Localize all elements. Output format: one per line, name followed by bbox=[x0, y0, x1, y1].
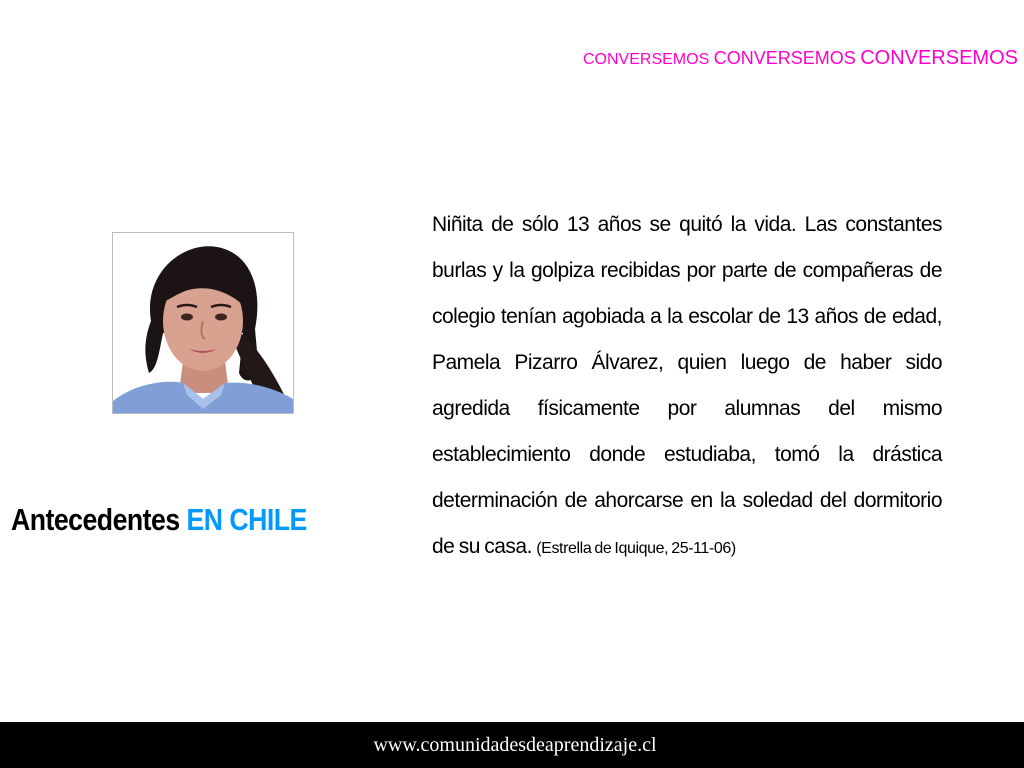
header-word-2: CONVERSEMOS bbox=[713, 48, 856, 68]
header-word-1: CONVERSEMOS bbox=[583, 51, 710, 68]
article-body: Niñita de sólo 13 años se quitó la vida. Las constantes burlas y la golpiza recibidas por parte de compañeras de colegio tenían agobiada a la escolar de 13 años de edad, Pamela Pizarro Álvarez, quien luego de haber sido agredida físicamente por alumnas del mismo establecimiento donde estudiaba, tomó la drástica determinación de ahorcarse en la soledad del dormitorio de su casa. bbox=[432, 213, 942, 558]
header-word-3: CONVERSEMOS bbox=[860, 47, 1018, 69]
portrait-photo bbox=[112, 232, 294, 414]
article-paragraph bbox=[432, 202, 942, 572]
header-title bbox=[583, 48, 1018, 68]
heading-accent-text: EN CHILE bbox=[186, 502, 307, 537]
footer-url: www.comunidadesdeaprendizaje.cl bbox=[373, 733, 657, 756]
footer-bar bbox=[0, 722, 1024, 768]
portrait-illustration bbox=[113, 233, 293, 413]
article-source: (Estrella de Iquique, 25-11-06) bbox=[536, 540, 736, 557]
heading-main-text: Antecedentes bbox=[11, 502, 180, 537]
section-heading bbox=[11, 502, 307, 538]
